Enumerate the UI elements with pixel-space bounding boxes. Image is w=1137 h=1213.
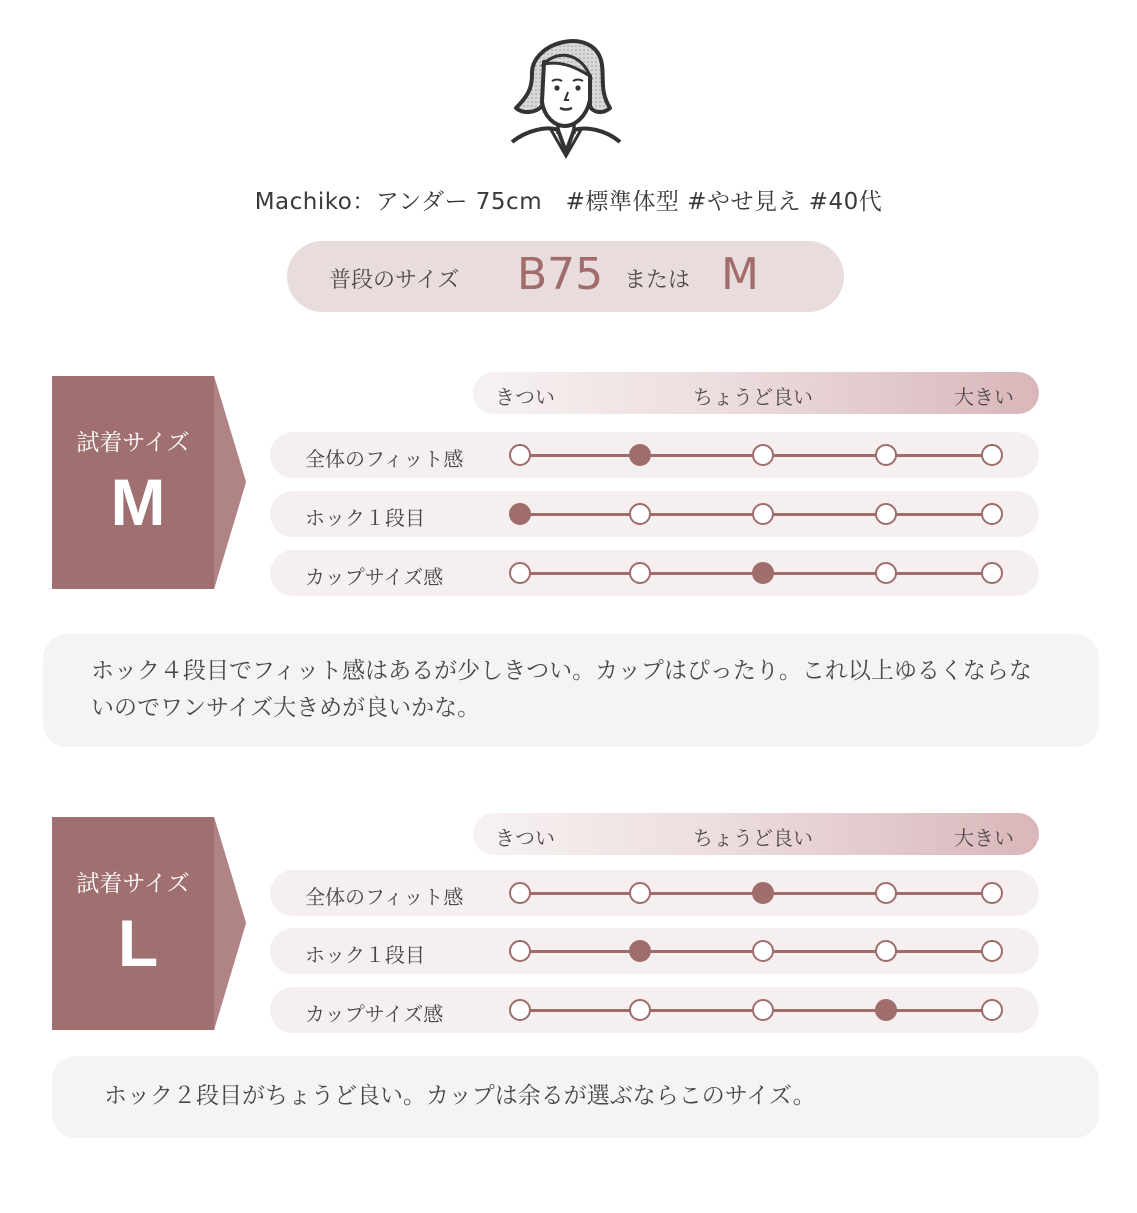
rating-dot-5 [981,999,1003,1021]
comment-box [52,1056,1099,1138]
rating-dot-4 [875,503,897,525]
tag-size: L [117,906,159,980]
rating-dot-5 [981,503,1003,525]
scale-label-tight: きつい [495,826,555,850]
rating-dot-3 [752,562,774,584]
rating-dot-3 [752,999,774,1021]
rating-dot-2 [629,503,651,525]
rating-dot-1 [509,444,531,466]
rating-label: カップサイズ感 [305,565,444,589]
rating-dot-2 [629,562,651,584]
rating-label: カップサイズ感 [305,1002,444,1026]
comment-box [43,634,1099,747]
scale-label-tight: きつい [495,385,555,409]
rating-dot-1 [509,940,531,962]
size-tag [52,376,248,589]
rating-dot-4 [875,882,897,904]
comment-text: ホック２段目がちょうど良い。カップは余るが選ぶならこのサイズ。 [104,1083,816,1109]
rating-dot-1 [509,503,531,525]
scale-bar [473,372,1039,414]
rating-dot-1 [509,999,531,1021]
rating-dot-3 [752,444,774,466]
tag-label: 試着サイズ [76,430,190,456]
usual-size-value-2: M [721,249,759,300]
usual-size-pill [287,241,844,312]
rating-row [270,870,1039,916]
size-tag [52,817,248,1030]
rating-dot-1 [509,882,531,904]
trial-section-m [0,376,1137,616]
scale-label-big: 大きい [954,826,1014,850]
rating-label: ホック１段目 [305,506,425,530]
rating-label: ホック１段目 [305,943,425,967]
scale-label-just-right: ちょうど良い [693,826,813,850]
scale-label-just-right: ちょうど良い [693,385,813,409]
profile-text: Machiko：アンダー 75cm #標準体型 #やせ見え #40代 [254,189,883,215]
usual-size-label: 普段のサイズ [329,268,460,293]
rating-row [270,550,1039,596]
woman-avatar-icon [502,20,632,160]
rating-dot-4 [875,940,897,962]
rating-dot-2 [629,444,651,466]
scale-bar [473,813,1039,855]
rating-dot-4 [875,562,897,584]
usual-size-value-1: B75 [517,249,604,300]
rating-row [270,491,1039,537]
comment-text: ホック４段目でフィット感はあるが少しきつい。カップはぴったり。これ以上ゆるくならないのでワンサイズ大きめが良いかな。 [91,658,1032,721]
rating-dot-3 [752,940,774,962]
rating-dot-1 [509,562,531,584]
rating-row [270,987,1039,1033]
rating-dot-3 [752,503,774,525]
rating-dot-5 [981,444,1003,466]
rating-dot-5 [981,562,1003,584]
rating-label: 全体のフィット感 [305,885,464,909]
rating-label: 全体のフィット感 [305,447,464,471]
rating-row [270,432,1039,478]
rating-dot-5 [981,940,1003,962]
or-label: または [624,268,691,293]
rating-dot-2 [629,999,651,1021]
rating-dot-5 [981,882,1003,904]
rating-dot-4 [875,999,897,1021]
rating-dot-2 [629,940,651,962]
rating-dot-3 [752,882,774,904]
rating-row [270,928,1039,974]
tag-label: 試着サイズ [76,871,190,897]
rating-dot-4 [875,444,897,466]
tag-size: M [110,465,166,539]
trial-section-l [0,817,1137,1057]
rating-dot-2 [629,882,651,904]
scale-label-big: 大きい [954,385,1014,409]
